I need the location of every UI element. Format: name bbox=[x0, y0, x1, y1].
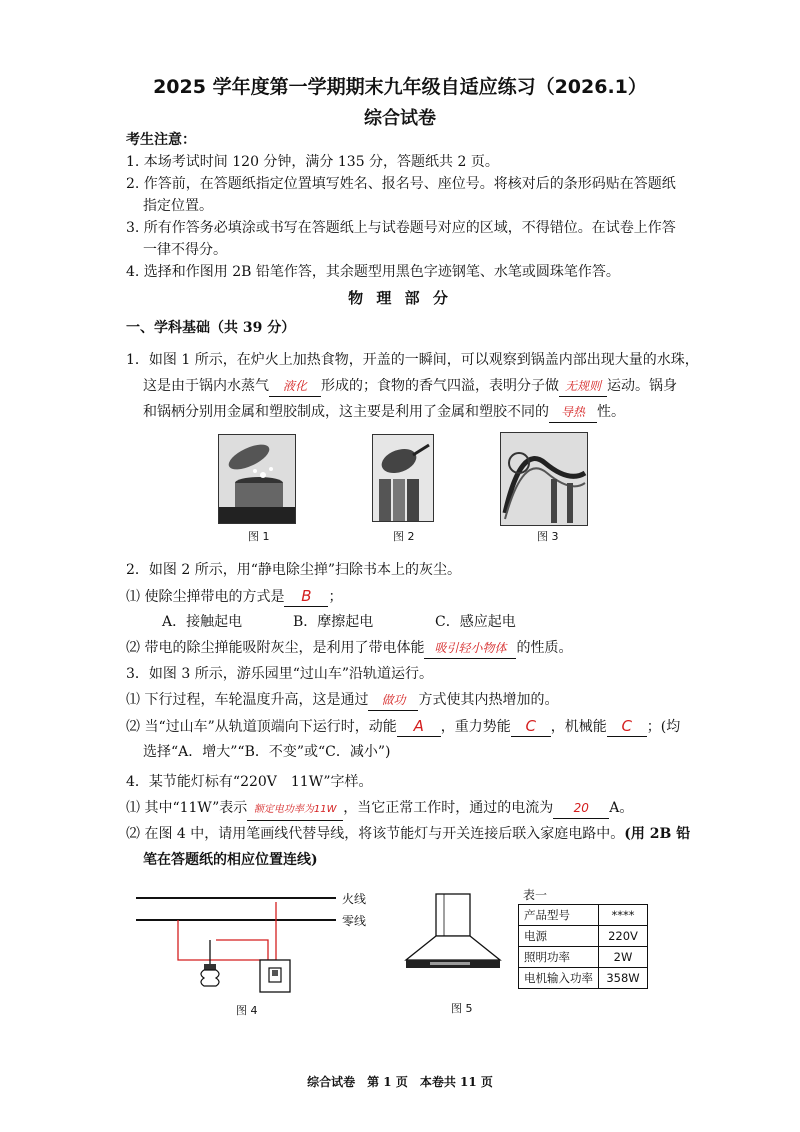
section-title: 物 理 部 分 bbox=[348, 289, 452, 307]
figure-4-circuit bbox=[128, 880, 372, 996]
page-subtitle: 综合试卷 bbox=[364, 108, 436, 129]
table-1-caption: 表一 bbox=[523, 888, 548, 902]
q1-answer-2: 无规则 bbox=[559, 376, 607, 397]
figure-2-caption: 图 2 bbox=[393, 530, 415, 543]
spec-label: 电源 bbox=[519, 926, 599, 947]
q3-sub2-text-d: ；(均 bbox=[646, 719, 681, 735]
q1-answer-3: 导热 bbox=[549, 402, 597, 423]
q2-sub2 bbox=[126, 638, 572, 659]
q1-line2 bbox=[143, 376, 677, 397]
q2-sub1-end: ； bbox=[328, 589, 343, 605]
q2-option-c: C．感应起电 bbox=[435, 614, 516, 630]
duster-illustration bbox=[373, 435, 433, 521]
neutral-wire-label: 零线 bbox=[342, 914, 367, 928]
part1-title: 一、学科基础（共 39 分） bbox=[126, 320, 296, 336]
figure-4-caption: 图 4 bbox=[236, 1004, 258, 1017]
q2-sub1 bbox=[126, 586, 342, 607]
figure-1-caption: 图 1 bbox=[248, 530, 270, 543]
q1-text-a: 这是由于锅内水蒸气 bbox=[143, 378, 269, 394]
q3-sub1-end: 方式使其内热增加的。 bbox=[418, 692, 559, 708]
spec-value: **** bbox=[599, 905, 648, 926]
notice-item-1: 1. 本场考试时间 120 分钟，满分 135 分，答题纸共 2 页。 bbox=[126, 154, 499, 170]
q1-line1: 1．如图 1 所示，在炉火上加热食物，开盖的一瞬间，可以观察到锅盖内部出现大量的水珠， bbox=[126, 352, 699, 368]
q3-stem: 3．如图 3 所示，游乐园里“过山车”沿轨道运行。 bbox=[126, 666, 434, 682]
q4-answer-2: 20 bbox=[553, 798, 609, 819]
spec-label: 电机输入功率 bbox=[519, 968, 599, 989]
cfl-bulb-icon bbox=[201, 964, 219, 986]
q3-answer-kinetic: A bbox=[397, 716, 441, 737]
wall-switch-icon bbox=[260, 960, 290, 992]
q3-sub2-text-b: ，重力势能 bbox=[440, 719, 511, 735]
figure-3-caption: 图 3 bbox=[537, 530, 559, 543]
pot-on-stove-illustration bbox=[219, 435, 295, 523]
q3-sub2-text-c: ，机械能 bbox=[550, 719, 607, 735]
q4-sub2 bbox=[126, 824, 690, 844]
q3-answer-potential: C bbox=[511, 716, 551, 737]
drawn-wire-1 bbox=[178, 902, 276, 960]
figure-2-image bbox=[372, 434, 434, 522]
spec-table bbox=[518, 904, 648, 989]
q2-sub2-text: ⑵ 带电的除尘掸能吸附灰尘，是利用了带电体能 bbox=[126, 640, 425, 656]
q4-sub1-text: ⑴ 其中“11W”表示 bbox=[126, 800, 248, 816]
page-title: 2025 学年度第一学期期末九年级自适应练习（2026.1） bbox=[153, 76, 647, 98]
q1-text-c: 运动。锅身 bbox=[607, 378, 677, 394]
q4-answer-1: 额定电功率为11W bbox=[247, 800, 343, 821]
spec-value: 358W bbox=[599, 968, 648, 989]
q3-sub2-line2: 选择“A．增大”“B．不变”或“C．减小”) bbox=[143, 744, 391, 760]
q4-sub1-text-b: ，当它正常工作时，通过的电流为 bbox=[343, 800, 554, 816]
q3-sub1 bbox=[126, 690, 558, 711]
q1-text-e: 性。 bbox=[597, 404, 625, 420]
q1-answer-1: 液化 bbox=[269, 376, 321, 397]
spec-label: 照明功率 bbox=[519, 947, 599, 968]
spec-label: 产品型号 bbox=[519, 905, 599, 926]
spec-value: 220V bbox=[599, 926, 648, 947]
notice-item-2: 2. 作答前，在答题纸指定位置填写姓名、报名号、座位号。将核对后的条形码贴在答题纸 bbox=[126, 176, 676, 192]
notice-item-2-cont: 指定位置。 bbox=[143, 198, 213, 214]
notice-item-3-cont: 一律不得分。 bbox=[143, 242, 227, 258]
figure-3-image bbox=[500, 432, 588, 526]
table-row bbox=[519, 926, 648, 947]
q2-answer-1: B bbox=[284, 586, 328, 607]
q4-sub1-end: A。 bbox=[609, 800, 634, 816]
q2-answer-2: 吸引轻小物体 bbox=[424, 638, 516, 659]
q1-text-d: 和锅柄分别用金属和塑胶制成，这主要是利用了金属和塑胶不同的 bbox=[143, 404, 549, 420]
table-row bbox=[519, 905, 648, 926]
roller-coaster-illustration bbox=[501, 433, 587, 525]
notice-item-4: 4. 选择和作图用 2B 铅笔作答，其余题型用黑色字迹钢笔、水笔或圆珠笔作答。 bbox=[126, 264, 620, 280]
q2-sub2-end: 的性质。 bbox=[516, 640, 573, 656]
table-row bbox=[519, 968, 648, 989]
q3-sub2 bbox=[126, 716, 680, 737]
q4-sub2-note: (用 2B 铅 bbox=[624, 826, 691, 842]
q1-line3 bbox=[143, 402, 625, 423]
q3-answer-1: 做功 bbox=[368, 690, 418, 711]
q2-option-a: A．接触起电 bbox=[162, 614, 243, 630]
q2-stem: 2．如图 2 所示，用“静电除尘掸”扫除书本上的灰尘。 bbox=[126, 562, 462, 578]
q1-text-b: 形成的；食物的香气四溢，表明分子做 bbox=[321, 378, 559, 394]
figure-5-range-hood bbox=[400, 890, 510, 990]
notice-heading: 考生注意： bbox=[126, 132, 196, 148]
figure-5-caption: 图 5 bbox=[451, 1002, 473, 1015]
q4-sub1 bbox=[126, 798, 633, 821]
q4-stem: 4．某节能灯标有“220V 11W”字样。 bbox=[126, 774, 373, 790]
q3-sub1-text: ⑴ 下行过程，车轮温度升高，这是通过 bbox=[126, 692, 369, 708]
notice-item-3: 3. 所有作答务必填涂或书写在答题纸上与试卷题号对应的区域，不得错位。在试卷上作答 bbox=[126, 220, 676, 236]
table-row bbox=[519, 947, 648, 968]
q4-sub2-note-cont: 笔在答题纸的相应位置连线) bbox=[143, 852, 318, 868]
figure-1-image bbox=[218, 434, 296, 524]
q3-answer-mechanical: C bbox=[607, 716, 647, 737]
live-wire-label: 火线 bbox=[342, 892, 367, 906]
q4-sub2-text: ⑵ 在图 4 中，请用笔画线代替导线，将该节能灯与开关连接后联入家庭电路中。 bbox=[126, 826, 625, 842]
page-footer: 综合试卷 第 1 页 本卷共 11 页 bbox=[307, 1075, 493, 1089]
q2-sub1-text: ⑴ 使除尘掸带电的方式是 bbox=[126, 589, 285, 605]
spec-value: 2W bbox=[599, 947, 648, 968]
q2-option-b: B．摩擦起电 bbox=[293, 614, 374, 630]
q3-sub2-text: ⑵ 当“过山车”从轨道顶端向下运行时，动能 bbox=[126, 719, 397, 735]
